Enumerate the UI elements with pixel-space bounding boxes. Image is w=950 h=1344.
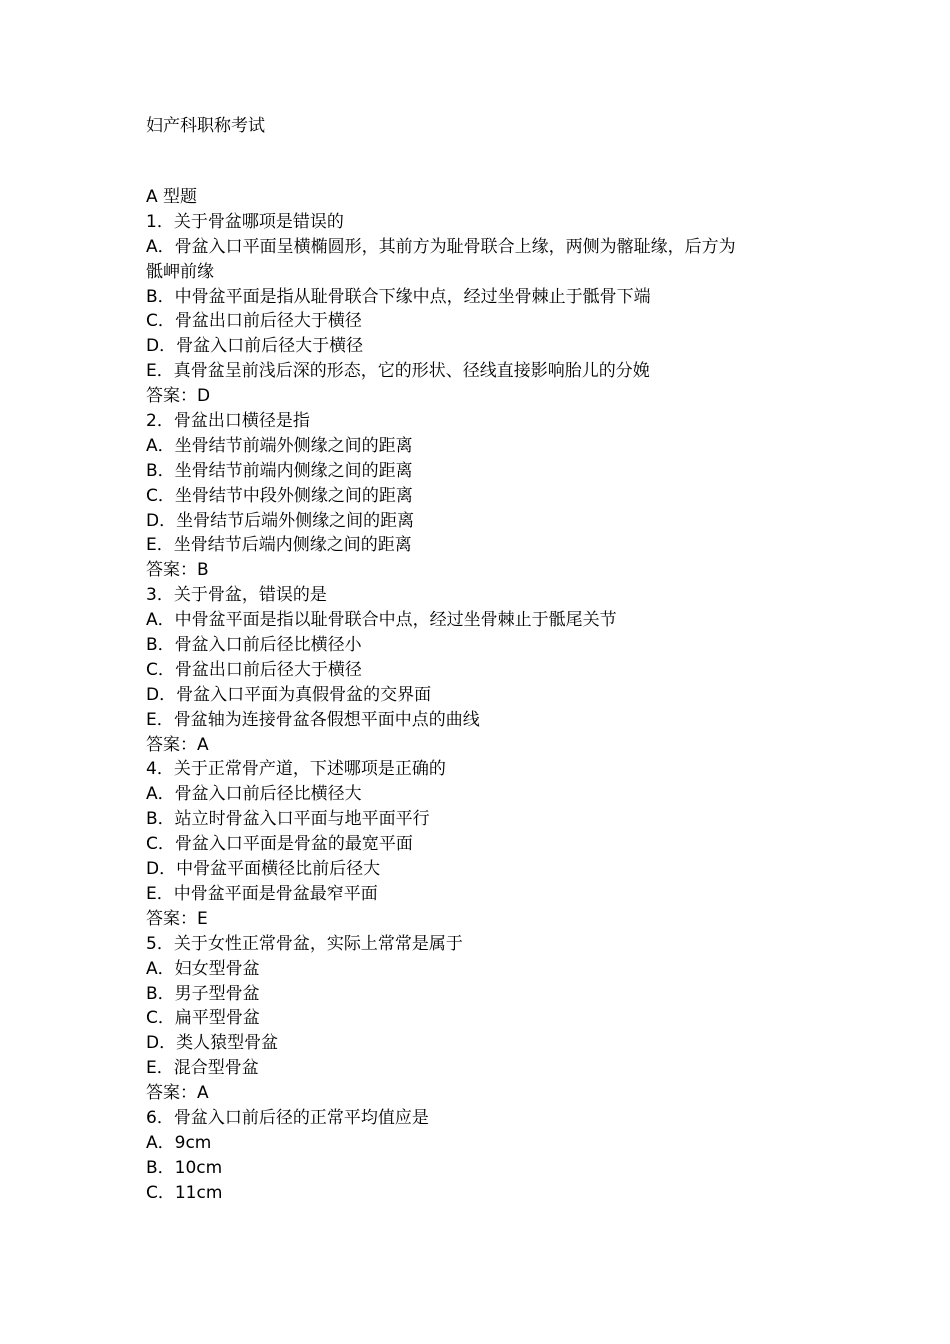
question-stem: 1．关于骨盆哪项是错误的 xyxy=(146,211,344,232)
question-3 xyxy=(146,583,826,757)
question-5 xyxy=(146,932,826,1106)
question-stem: 6．骨盆入口前后径的正常平均值应是 xyxy=(146,1107,429,1128)
option-e: E．混合型骨盆 xyxy=(146,1058,259,1079)
question-stem: 4．关于正常骨产道，下述哪项是正确的 xyxy=(146,759,446,780)
answer: 答案：A xyxy=(146,1083,209,1104)
option-a: A．妇女型骨盆 xyxy=(146,958,260,979)
option-d: D．骨盆入口前后径大于横径 xyxy=(146,336,364,357)
option-b: B．骨盆入口前后径比横径小 xyxy=(146,635,362,656)
answer: 答案：A xyxy=(146,734,209,755)
option-e: E．骨盆轴为连接骨盆各假想平面中点的曲线 xyxy=(146,709,480,730)
option-e: E．真骨盆呈前浅后深的形态，它的形状、径线直接影响胎儿的分娩 xyxy=(146,361,650,382)
section-heading: A 型题 xyxy=(146,187,198,207)
answer: 答案：B xyxy=(146,560,209,581)
option-a: A．9cm xyxy=(146,1132,212,1153)
option-c: C．坐骨结节中段外侧缘之间的距离 xyxy=(146,485,413,506)
option-a: A．坐骨结节前端外侧缘之间的距离 xyxy=(146,435,413,456)
answer: 答案：D xyxy=(146,386,211,407)
option-a: A．骨盆入口平面呈横椭圆形，其前方为耻骨联合上缘，两侧为髂耻缘，后方为 xyxy=(146,236,736,257)
option-d: D．中骨盆平面横径比前后径大 xyxy=(146,859,381,880)
option-d: D．坐骨结节后端外侧缘之间的距离 xyxy=(146,510,415,531)
option-d: D．骨盆入口平面为真假骨盆的交界面 xyxy=(146,684,432,705)
question-4 xyxy=(146,757,826,931)
question-2 xyxy=(146,409,826,583)
option-c: C．11cm xyxy=(146,1182,223,1203)
answer: 答案：E xyxy=(146,908,208,929)
document-title: 妇产科职称考试 xyxy=(146,116,265,136)
question-stem: 2．骨盆出口横径是指 xyxy=(146,411,310,432)
option-b: B．坐骨结节前端内侧缘之间的距离 xyxy=(146,460,413,481)
question-1 xyxy=(146,210,826,409)
option-d: D．类人猿型骨盆 xyxy=(146,1033,279,1054)
document-body xyxy=(146,185,826,1206)
option-c: C．骨盆入口平面是骨盆的最宽平面 xyxy=(146,834,413,855)
option-a: A．骨盆入口前后径比横径大 xyxy=(146,784,362,805)
option-b: B．10cm xyxy=(146,1157,223,1178)
question-stem: 5．关于女性正常骨盆，实际上常常是属于 xyxy=(146,933,463,954)
question-6 xyxy=(146,1106,826,1206)
option-a: A．中骨盆平面是指以耻骨联合中点，经过坐骨棘止于骶尾关节 xyxy=(146,610,617,631)
option-a-continued: 骶岬前缘 xyxy=(146,261,214,282)
option-b: B．中骨盆平面是指从耻骨联合下缘中点，经过坐骨棘止于骶骨下端 xyxy=(146,286,651,307)
option-e: E．坐骨结节后端内侧缘之间的距离 xyxy=(146,535,412,556)
option-b: B．站立时骨盆入口平面与地平面平行 xyxy=(146,809,430,830)
option-b: B．男子型骨盆 xyxy=(146,983,260,1004)
option-c: C．骨盆出口前后径大于横径 xyxy=(146,311,362,332)
question-stem: 3．关于骨盆，错误的是 xyxy=(146,585,327,606)
option-c: C．骨盆出口前后径大于横径 xyxy=(146,659,362,680)
option-c: C．扁平型骨盆 xyxy=(146,1008,260,1029)
option-e: E．中骨盆平面是骨盆最窄平面 xyxy=(146,883,378,904)
